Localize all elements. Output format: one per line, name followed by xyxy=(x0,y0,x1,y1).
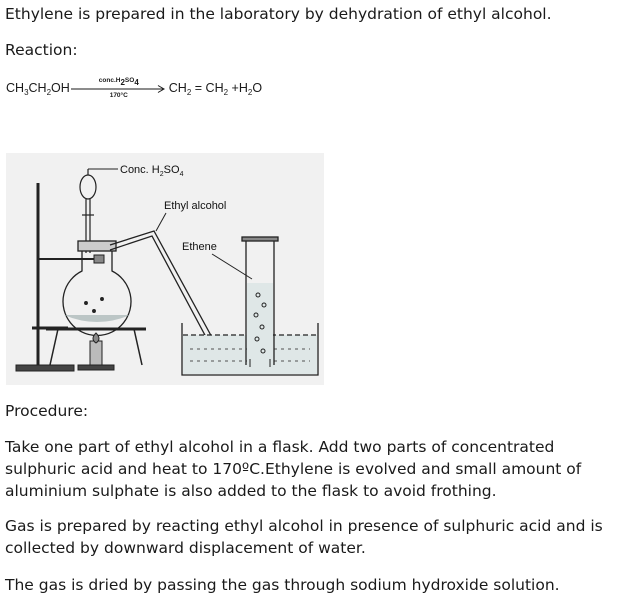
apparatus-diagram xyxy=(6,153,324,385)
reaction-heading: Reaction: xyxy=(5,41,78,59)
procedure-paragraph-3: The gas is dried by passing the gas through sodium hydroxide solution. xyxy=(5,576,560,594)
condition-temperature: 170°C xyxy=(109,92,128,99)
label-conc-acid: Conc. $H_2SO_4$ xyxy=(120,164,184,178)
reaction-equation xyxy=(6,77,262,101)
label-ethene: Ethene xyxy=(182,241,217,253)
label-ethyl-alcohol: Ethyl alcohol xyxy=(164,200,227,212)
reactant-formula: $CH_3CH_2OH$ xyxy=(6,81,70,97)
condition-reagent: $conc.H_2SO_4$ xyxy=(98,77,139,87)
procedure-heading: Procedure: xyxy=(5,402,89,420)
intro-text: Ethylene is prepared in the laboratory by dehydration of ethyl alcohol. xyxy=(5,5,552,23)
procedure-paragraph-1: Take one part of ethyl alcohol in a flask. Add two parts of concentrated sulphuric acid and heat to 170ºC.Ethylene is evolved and small amount of aluminium sulphate is also added to the flask to avoid frothing. xyxy=(5,438,582,500)
product-formula: $CH_2 = CH_2 +H_2O$ xyxy=(168,81,263,97)
procedure-paragraph-2: Gas is prepared by reacting ethyl alcohol in presence of sulphuric acid and is collected by downward displacement of water. xyxy=(5,517,603,557)
reaction-arrow xyxy=(71,77,167,101)
